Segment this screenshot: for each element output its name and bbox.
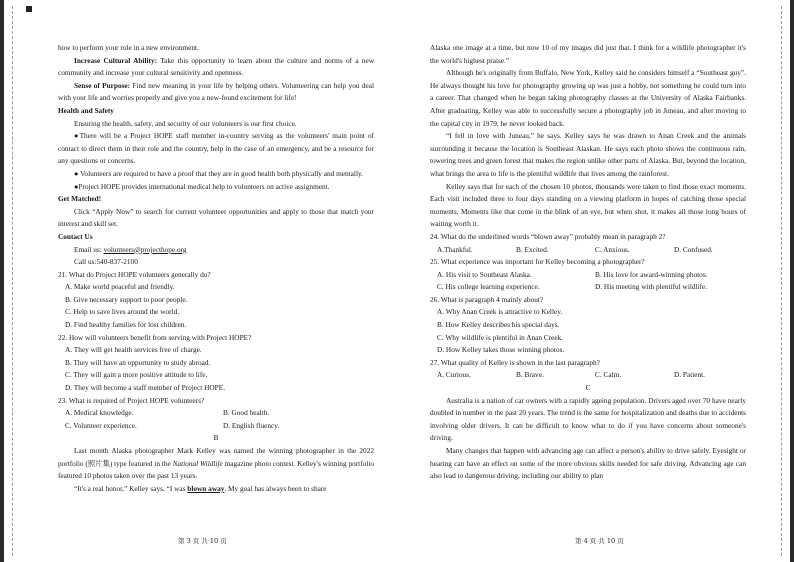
underlined-phrase: blown away [187,483,225,493]
match-heading: Get Matched! [58,194,102,204]
safety-heading: Health and Safety [58,105,114,115]
right-page-column [430,42,746,483]
q25-option-c: C. His college learning experience. [437,282,540,292]
q24-option-b: B. Excited. [516,244,549,254]
passage-b-paragraph-5: Kelley says that for each of the chosen 10 photos, thousands were taken to find those exact moments. Each visit included three to four days standing on a viewing platform in hopes of catching those special moments. Moments like that come in the blink of an eye, but when shot, it makes all those long hours of waiting worth it. [430,181,746,229]
intro-line: how to perform your role in a new environment. [58,43,199,52]
question-21: 21. What do Project HOPE volunteers generally do? [58,269,211,279]
q23-options-row-1 [58,407,374,420]
q27-option-a: A. Curious. [437,370,471,380]
passage-b-p1-end: magazine photo contest. Kelley's winning portfolio featured 10 photos taken over the past 13 years. [58,458,374,481]
question-22: 22. How will volunteers benefit from serving with Project HOPE? [58,332,252,342]
q26-option-b: B. How Kelley describes his special days. [437,320,560,330]
email-label: Email us: [74,244,104,254]
email-link[interactable]: volunteers@projecthope.org [103,244,187,254]
q23-option-c: C. Volunteer experience. [65,420,137,430]
q25-option-a: A. His visit to Southeast Alaska. [437,269,532,279]
right-page-edge [790,0,794,562]
q25-option-d: D. His meeting with plentiful wildlife. [595,282,708,292]
right-page-number: 第 4 页 共 10 页 [575,537,624,545]
section-c-heading: C [585,383,591,393]
q27-option-c: C. Calm. [595,370,622,380]
contact-heading: Contact Us [58,231,93,241]
passage-b-paragraph-2-cont: Alaska one image at a time, but now 10 of my images did just that. I think for a wildlife photographer it's the world's highest praise.” [430,43,746,65]
q25-option-b: B. His love for award-winning photos. [595,269,708,279]
passage-b-p1-start: Last month Alaska photographer Mark Kelley was named the winning photographer in the 2022 portfolio (照片集) type featured in the [58,446,374,468]
corner-mark [26,6,32,12]
question-27: 27. What quality of Kelley is shown in the last paragraph? [430,357,600,367]
left-page-column [58,42,374,495]
question-23: 23. What is required of Project HOPE volunteers? [58,395,205,405]
passage-b-paragraph-2 [58,483,374,496]
purpose-text: Find new meaning in your life by helping others. Volunteering can help you deal with your life and worries properly and give you a new-found excitement for life! [58,80,374,103]
passage-c-paragraph-1: Australia is a nation of car owners with a rapidly ageing population. Drivers aged over 70 have nearly doubled in number in the past 20 years. The trend is the same for hospitalization and deaths due to accidents involving older drivers. It can be difficult to know what to do if you have concerns about someone's driving. [430,395,746,443]
safety-bullet-1: ●There will be a Project HOPE staff member in-country serving as the volunteers' main point of contact to direct them in their role and the country, help in the case of an emergency, and be a resource for any questions or concerns. [58,131,374,166]
q26-option-a: A. Why Anan Creek is attractive to Kelley. [437,307,563,317]
phone-line: Call us:540-837-2100 [74,257,138,267]
q27-option-d: D. Patient. [674,370,706,380]
q27-options [430,369,746,382]
passage-b-p2-end: . My goal has always been to share [224,483,327,493]
q26-option-d: D. How Kelley takes those winning photos. [437,345,565,355]
q23-option-d: D. English fluency. [223,420,280,430]
q22-option-b: B. They will have an opportunity to study abroad. [65,357,211,367]
q22-option-c: C. They will gain a more positive attitude to life. [65,370,208,380]
q24-option-c: C. Anxious. [595,244,630,254]
question-24: 24. What do the underlined words “blown away” probably mean in paragraph 2? [430,231,666,241]
left-page-number: 第 3 页 共 10 页 [178,537,227,545]
q26-option-c: C. Why wildlife is plentiful in Anan Creek. [437,332,564,342]
q22-option-d: D. They will become a staff member of Project HOPE. [65,383,226,393]
safety-paragraph: Ensuring the health, safety, and security of our volunteers is our first choice. [74,118,297,128]
passage-c-paragraph-2: Many changes that happen with advancing age can affect a person's ability to drive safely. Eyesight or hearing can have an effect on some of the more obvious skills needed for safe driving. Advancing age can also lead to dangerous driving, including our ability to plan [430,446,746,481]
section-b-heading: B [213,433,219,443]
culture-paragraph [58,55,374,80]
purpose-paragraph [58,80,374,105]
q25-options-row-2 [430,281,746,294]
email-line [58,244,374,257]
safety-bullet-2: ● Volunteers are required to have a proof that they are in good health both physically and mentally. [74,168,363,178]
culture-text: Take this opportunity to learn about the culture and norms of a new community and increase your cultural sensitivity and openness. [58,55,374,78]
passage-b-paragraph-4: “I fell in love with Juneau,” he says. Kelley says he was drawn to Anan Creek and the animals surrounding it because the location is Southeast Alaskan. He says each photo shows the continuous rain, towering trees and green forest that makes the region unlike other parts of Alaska. But, beyond the location, what brings the area to life is the plentiful wildlife that lives among the rainforest. [430,131,746,178]
culture-heading: Increase Cultural Ability: [74,55,158,65]
q21-option-b: B. Give necessary support to poor people. [65,294,188,304]
passage-b-paragraph-3: Although he's originally from Buffalo, New York, Kelley said he considers himself a “Southeast guy”. He always thought his love for photography growing up was just a hobby, not something he could turn into a career. That changed when he began taking photography classes at the University of Alaska Fairbanks. After graduating, Kelley was able to successfully secure a photography job in Juneau, and after moving to the capital city in 1979, he never looked back. [430,68,746,128]
left-page-edge [0,0,4,562]
q24-options [430,244,746,257]
q21-option-a: A. Make world peaceful and friendly. [65,282,175,292]
q23-options-row-2 [58,420,374,433]
q27-option-b: B. Brave. [516,370,544,380]
left-binding-line [12,6,13,556]
q25-options-row-1 [430,269,746,282]
q23-option-b: B. Good health. [223,408,270,418]
q22-option-a: A. They will get health services free of charge. [65,345,202,355]
question-25: 25. What experience was important for Kelley becoming a photographer? [430,257,645,267]
q23-option-a: A. Medical knowledge. [65,408,134,418]
passage-b-p2-start: “It's a real honor,” Kelley says. “I was [74,483,188,493]
safety-bullet-3: ●Project HOPE provides international medical help to volunteers on active assignment. [74,181,330,191]
passage-b-paragraph-1 [58,445,374,483]
purpose-heading: Sense of Purpose: [74,80,131,90]
right-binding-line [781,6,782,556]
q21-option-c: C. Help to save lives around the world. [65,307,180,317]
magazine-name: National Wildlife [172,458,223,468]
q21-option-d: D. Find healthy families for lost children. [65,320,187,330]
q24-option-a: A.Thankful. [437,244,473,254]
question-26: 26. What is paragraph 4 mainly about? [430,294,544,304]
q24-option-d: D. Confused. [674,244,713,254]
match-paragraph: Click “Apply Now” to search for current volunteer opportunities and apply to those that match your interest and skill set. [58,206,374,229]
